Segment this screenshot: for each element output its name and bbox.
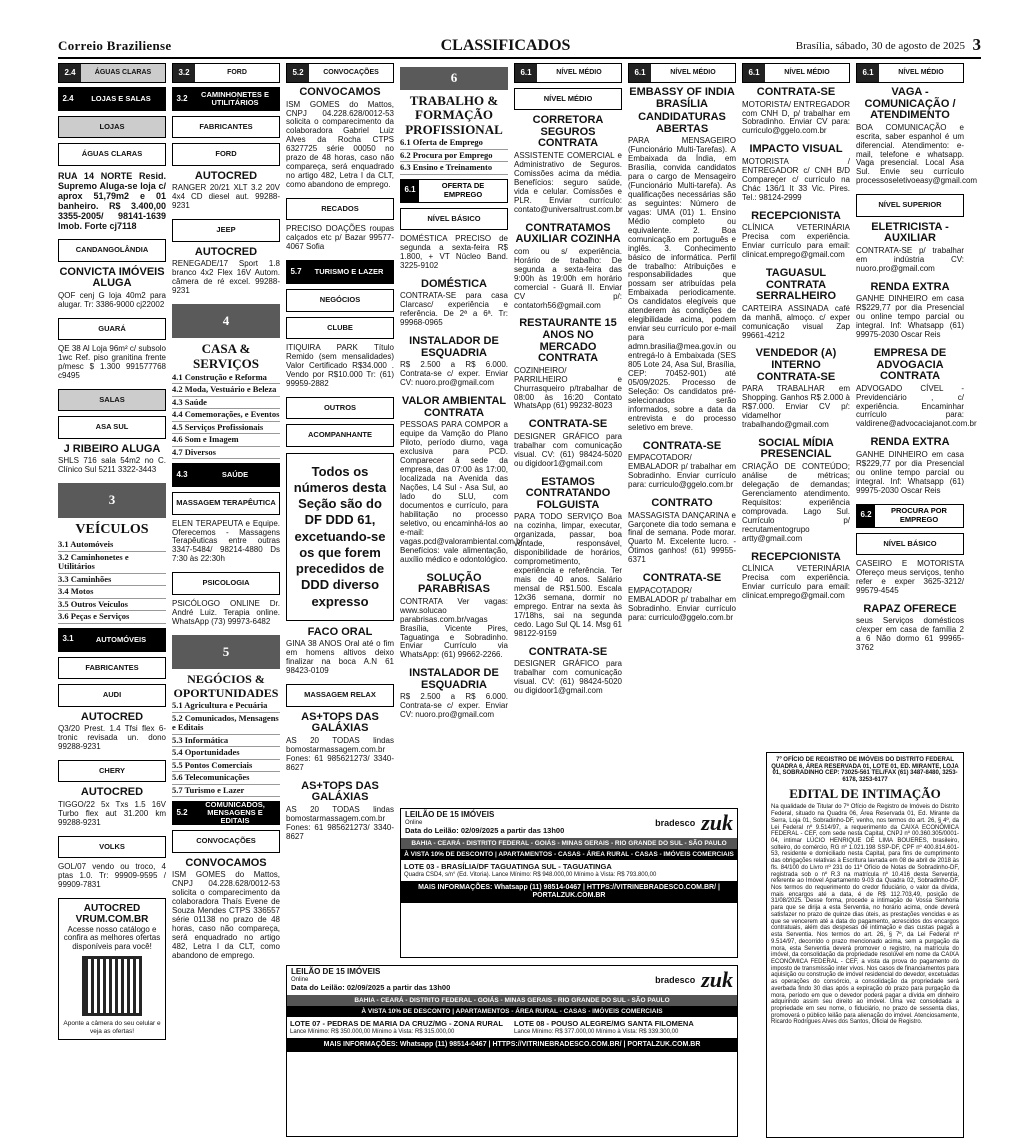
classified-ad: CONVICTA IMÓVEIS ALUGA QOF cenj G loja 40m2 para alugar. Tr: 3386-9000 cj22002: [58, 265, 166, 309]
auction-banner: LEILÃO DE 15 IMÓVEIS Online Data do Leilão: 02/09/2025 a partir das 13h00 bradesco zuk BAHIA - CEARÁ - DISTRITO FEDERAL - GOIÁS - MINAS GERAIS - RIO GRANDE DO SUL - SÃO PAULO À VISTA 10% DE DESCONTO | APARTAMENTOS - ÁREA RURAL - CASAS - IMÓVEIS COMERCIAIS LOTE 07 - PEDRAS DE MARIA DA CRUZ/MG - ZONA RURAL Lance Mínimo: R$ 350.000,00 Mínimo à Vista: R$ 315.000,00 LOTE 08 - POUSO ALEGRE/MG SANTA FILOMENA Lance Mínimo: R$ 377.000,00 Mínimo à Vista: R$ 339.300,00 MAIS INFORMAÇÕES: Whatsapp (11) 98514-0467 | HTTPS://VITRINEBRADESCO.COM.BR/ | PORTALZUK.COM.BR: [286, 965, 738, 1137]
category-label: SALAS: [58, 389, 166, 411]
classified-ad: CONVOCAMOS ISM GOMES do Mattos, CNPJ 04.228.628/0012-53 solicita o comparecimento da colaboradora Thaís Evene de Souza Mendes CTPS 336557 série 01138 no prazo de 48 horas, caso não compareça, será enquadrado no artigo 482, Letra I da CLT, como abandono de emprego.: [172, 856, 280, 960]
index-entry: 4.5 Serviços Profissionais: [172, 422, 280, 435]
section-bar: 6.2 PROCURA POR EMPREGO: [856, 504, 964, 528]
index-entry: 6.3 Ensino e Treinamento: [400, 162, 508, 175]
column-bar: 5.2 CONVOCAÇÕES: [286, 63, 394, 83]
auction-banner: LEILÃO DE 15 IMÓVEIS Online Data do Leilão: 02/09/2025 a partir das 13h00 bradesco zuk BAHIA - CEARÁ - DISTRITO FEDERAL - GOIÁS - MINAS GERAIS - RIO GRANDE DO SUL - SÃO PAULO À VISTA 10% DE DESCONTO | APARTAMENTOS - CASAS - ÁREA RURAL - CASAS - IMÓVEIS COMERCIAIS LOTE 03 - BRASÍLIA/DF TAGUATINGA SUL - TAGUATINGA Quadra CSD4, s/n° (Ed. Vitoria). Lance Mínimo: R$ 948.000,00 Mínimo à Vista: R$ 793.800,00 MAIS INFORMAÇÕES: Whatsapp (11) 98514-0467 | HTTPS://VITRINEBRADESCO.COM.BR/ | PORTALZUK.COM.BR: [400, 808, 738, 958]
section-bar: 3.2 CAMINHONETES E UTILITÁRIOS: [172, 87, 280, 111]
section-bar: 5.2 COMUNICADOS, MENSAGENS E EDITAIS: [172, 801, 280, 825]
classified-ad: CONVOCAMOS ISM GOMES do Mattos, CNPJ 04.228.628/0012-53 solicita o comparecimento da colaboradora Gabriel Luiz Alves da Rocha CTPS 6327725 série 00050 no prazo de 48 horas, caso não compareça, será enquadrado no artigo 482, Letra I da CLT, como abandono de emprego.: [286, 86, 394, 190]
classified-ad: AUTOCRED RENEGADE/17 Sport 1.8 branco 4x2 Flex 16V Autom. câmera de ré excel. 99288-9231: [172, 245, 280, 295]
index-entry: 5.2 Comunicados, Mensagens e Editais: [172, 713, 280, 735]
category-label: AUDI: [58, 684, 166, 706]
column-bar: 6.1 NÍVEL MÉDIO: [628, 63, 736, 83]
classified-ad: CONTRATA-SE DESIGNER GRÁFICO para trabalhar com comunicação visual. CV: (61) 98424-5020 ou digidoor1@gmail.com: [514, 645, 622, 696]
promo-box: AUTOCRED VRUM.COM.BR Acesse nosso catálogo e confira as melhores ofertas disponíveis para você! Aponte a câmera do seu celular e veja as ofertas!: [58, 898, 166, 1040]
legal-notice: [766, 752, 964, 1138]
ddd-notice: Todos os números desta Seção são do DF DDD 61, excetuando-se os que forem precedidos de DDD diverso expresso: [286, 453, 394, 621]
category-label: CONVOCAÇÕES: [172, 830, 280, 852]
classified-ad: AS+TOPS DAS GALÁXIAS AS 20 TODAS lindas bomostarmassagem.com.br Fones: 61 985621273/ 3340-8627: [286, 710, 394, 772]
classified-ad: ELEN TERAPEUTA e Equipe. Oferecemos - Massagens Terapêuticas entre outras 3347-5484/ 98214-4880 Ds 7:30 às 22:30h: [172, 518, 280, 564]
auction-lot[interactable]: LOTE 08 - POUSO ALEGRE/MG SANTA FILOMENA Lance Mínimo: R$ 377.000,00 Mínimo à Vista: R$ 339.300,00: [514, 1019, 694, 1035]
column-8: [856, 63, 978, 743]
category-label: FABRICANTES: [172, 116, 280, 138]
classified-ad: DOMÉSTICA CONTRATA-SE para casa Clarcasc/ experiência e referência. De 2ª a 6ª. Tr: 99968-0965: [400, 277, 508, 328]
section-index: [172, 700, 280, 797]
section-bar: 4.3 SAÚDE: [172, 463, 280, 487]
newspaper-name: Correio Braziliense: [58, 38, 172, 53]
category-label: NÍVEL SUPERIOR: [856, 194, 964, 216]
qr-code-icon[interactable]: [82, 956, 142, 1016]
category-label: NÍVEL BÁSICO: [856, 533, 964, 555]
classified-ad: EMPRESA DE ADVOGACIA CONTRATA ADVOGADO CÍVEL - Previdenciário , c/ experiência. Encaminhar currículo para: valdirene@advocaciajanot.com.br: [856, 346, 977, 429]
index-entry: 4.6 Som e Imagem: [172, 434, 280, 447]
index-entry: 3.1 Automóveis: [58, 539, 166, 552]
classified-ad: SOCIAL MÍDIA PRESENCIAL CRIAÇÃO DE CONTEÚDO; análise de métricas; delegação de demandas; Gerenciamento atendimento. Requisitos: experiência comprovada. Lago Sul. Currículo p/ recrutamentogrupo artty@gmail.com: [742, 436, 850, 543]
category-label: CANDANGOLÂNDIA: [58, 239, 166, 261]
section-bar: 2.4 LOJAS E SALAS: [58, 87, 166, 111]
section-title: NEGÓCIOS & OPORTUNIDADES: [173, 672, 279, 700]
classified-ad: DOMÉSTICA PRECISO de segunda a sexta-feira R$ 1.800, + VT Núcleo Band. 3225-9102: [400, 234, 508, 270]
classified-ad: CONTRATA-SE DESIGNER GRÁFICO para trabalhar com comunicação visual. CV: (61) 98424-5020 ou digidoor1@gmail.com: [514, 418, 622, 468]
section-bar: 6.1 OFERTA DE EMPREGO: [400, 179, 508, 203]
classified-ad: CONTRATA-SE MOTORISTA/ ENTREGADOR com CNH D, p/ trabalhar em Sobradinho. Enviar CV para: curriculo@ggelo.com.br: [742, 86, 850, 136]
classified-ad: TAGUASUL CONTRATA SERRALHEIRO CARTEIRA ASSINADA café da manhã, almoço. c/ exper comunicação visual Zap 99661-4212: [742, 267, 850, 340]
category-label: NEGÓCIOS: [286, 289, 394, 311]
category-label: NÍVEL MÉDIO: [514, 88, 622, 110]
classified-ad: ELETRICISTA - AUXILIAR CONTRATA-SE p/ trabalhar em indústria CV: nuoro.pro@gmail.com: [856, 220, 964, 273]
classified-ad: ESTAMOS CONTRATANDO FOLGUISTA PARA TODO SERVIÇO Boa na cozinha, limpar, executar, organizada, passar, boa vontade, responsável, disponibilidade de horários, comprometimento, experiência e referência. Ter mais de 40 anos. Salário mensal de R$1.500. Escala 12x36 semana, dormir no emprego. Entrar na sexta às 17/18hs, sai na segunda cedo. Lago Sul QL 14. Msg 61 98122-9159: [514, 475, 622, 638]
section-title: VEÍCULOS: [75, 521, 149, 537]
category-label: VOLKS: [58, 836, 166, 858]
index-entry: 5.3 Informática: [172, 735, 280, 748]
notice-body: Na qualidade de Titular do 7º Ofício de Registro de Imóveis do Distrito Federal, situado na Quadra 06, Área Reservada 01, Ed. Mirante da Serra, Loja 01, Sobradinho-DF, venho, nos termos do art. 26, § 4º, da Lei Federal nº 9.514/97, a requerimento da CAIXA ECONÔMICA FEDERAL - CEF, com sede nesta Capital, CNPJ nº 00.360.305/0001-04, intimar LÚCIO HENRIQUE DE LIMA BOUERES, brasileiro, solteiro, do comércio, RG nº 1.021.198 SSP-DF, CPF nº 400.814.601-53, residente e domiciliado nesta Capital, para fins de cumprimento das obrigações relativas à Escritura lavrada em 08 de abril de 2018 às fls. 84/100 do Livro nº 231 do 11º Ofício de Notas de Sobradinho-DF, registrada sob o nº R.3 na matrícula nº 10.416 desta Serventia, referente ao Imóvel Apartamento 9-03 da Quadra 02, Sobradinho-DF. Nos termos do requerimento do credor fiduciário, o valor da dívida, mais encargos até a data, é de R$ 112.703,49, posição de 31/08/2025. Desse forma, procede a intimação de Vossa Senhoria para que se dirija a esta Serventia, no horário acima, onde deverá satisfazer no prazo de quinze dias úteis, as prestações vencidas e as que se vencerem até a data do pagamento, acrescidos dos encargos contratuais, além das despesas de intimação e das custas pagas a esta Serventia. Nos termos do art. 26, § 7º, da Lei Federal nº 9.514/97, decorrido o prazo mencionado acima, sem a purgação da mora, esta Serventia deverá promover o registro, na matrícula do imóvel, da consolidação da propriedade resolúvel em nome da CAIXA ECONÔMICA FEDERAL - CEF, a vista da prova do pagamento do imposto de transmissão inter vivos. Nos casos de financiamentos para aquisição ou construção de imóvel residencial do devedor, excetuadas as operações do consórcio, a consolidação da propriedade será averbada findo 30 dias após a expiração do prazo para purgação da mora, período em que o devedor poderá pagar a dívida em dinheiro adquirindo assim seu direito ao imóvel. Uma vez consolidada a propriedade em seu nome, o fiduciário, no prazo de sessenta dias, promoverá o público leilão para alienação do imóvel. Atenciosamente, Ricardo Rodrigues Alves dos Santos, Oficial de Registro.: [771, 804, 959, 1026]
bradesco-logo: bradesco: [655, 975, 696, 986]
classified-ad: RESTAURANTE 15 ANOS NO MERCADO CONTRATA COZINHEIRO/ PARRILHEIRO e Churrasqueiro p/trabalhar de 08:00 às 16:20 Contato WhatsApp (61) 99232-8023: [514, 317, 622, 411]
more-info-bar[interactable]: MAIS INFORMAÇÕES: Whatsapp (11) 98514-0467 | HTTPS://VITRINEBRADESCO.COM.BR/ | PORTALZUK.COM.BR: [287, 1038, 737, 1052]
classified-ad: RENDA EXTRA GANHE DINHEIRO em casa R$229,77 por dia Presencial ou online tempo parcial ou integral. Inf: Whatsapp (61) 99975-2030 Oscar Reis: [856, 436, 964, 495]
column-4: [400, 63, 524, 803]
section-heading: 5: [172, 635, 280, 670]
index-entry: 5.7 Turismo e Lazer: [172, 785, 280, 798]
classified-ad: RUA 14 NORTE Resid. Supremo Aluga-se loja c/ aprox 51,79m2 e 01 banheiro. R$ 3.400,00 3355-2005/ 98141-1639 Imob. Forte cj7118: [58, 170, 166, 232]
classified-ad: AUTOCRED TIGGO/22 5x Txs 1.5 16V Turbo flex aut 31.200 km 99288-9231: [58, 786, 166, 827]
zuk-logo: zuk: [701, 810, 733, 835]
index-entry: 5.4 Oportunidades: [172, 747, 280, 760]
section-index: [58, 539, 166, 624]
column-bar: 6.1 NÍVEL MÉDIO: [514, 63, 622, 83]
classified-ad: IMPACTO VISUAL MOTORISTA / ENTREGADOR c/ CNH B/D Compareçer c/ currículo na Chác 136/1 lt 33 Vic. Pires. Tel.: 98124-2999: [742, 143, 850, 202]
column-5: [514, 63, 622, 803]
index-entry: 4.2 Moda, Vestuário e Beleza: [172, 384, 280, 397]
header-rule: [58, 57, 981, 59]
page-date: Brasília, sábado, 30 de agosto de 2025: [795, 40, 965, 52]
notary-header: 7º OFÍCIO DE REGISTRO DE IMÓVEIS DO DISTRITO FEDERAL QUADRA 6, ÁREA RESERVADA 01, LOTE 01, ED. MIRANTE, LOJA 01, SOBRADINHO CEP: 73025-561 TEL/FAX (61) 3487-8480, 3253-6178, 3253-6177: [771, 757, 959, 784]
index-entry: 5.5 Pontos Comerciais: [172, 760, 280, 773]
notice-title: EDITAL DE INTIMAÇÃO: [789, 785, 941, 801]
classified-ad: SOLUÇÃO PARABRISAS CONTRATA Ver vagas: www.solucao parabrisas.com.br/vagas Brasília, Vicente Pires, Taguatinga e Sobradinho. Enviar Currículo via WhatsApp: (61) 99662-2266.: [400, 571, 508, 660]
classified-ad: RECEPCIONISTA CLÍNICA VETERINÁRIA Precisa com experiência. Enviar currículo para email: clinicat.emprego@gmail.com: [742, 550, 850, 600]
category-label: OUTROS: [286, 397, 394, 419]
classified-ad: INSTALADOR DE ESQUADRIA R$ 2.500 a R$ 6.000. Contrata-se c/ exper. Enviar CV: nuoro.pro@gmail.com: [400, 667, 508, 720]
classified-ad: EMBASSY OF INDIA BRASÍLIA CANDIDATURAS ABERTAS PARA MENSAGEIRO (Funcionário Multi-Tarefas). A Embaixada da Índia, em Brasília, convida candidatos para o cargo de Mensageiro (Funcionário Multi-tarefa). As qualificações necessárias são as seguintes: Número de vagas: UMA (01) 1. Ensino Médio completo ou equivalente. 2. Boa comunicação em português e inglês. 3. Conhecimento básico de informática. Perfil de trabalho: Atribuições e responsabilidades que possam ser atribuídas pela Embaixada periodicamente. Os candidatos elegíveis que atenderem às condições de elegibilidade acima, podem enviar seu currículo por e-mail para admn.brasilia@mea.gov.in ou entregá-lo à Embaixada (SES 805 Lote 24, Asa Sul, Brasília, CEP: 70452-901) até 05/09/2025. Processo de Seleção: Os candidatos pré-selecionados serão informados, sobre a data da entrevista e do processo seletivo em breve.: [628, 86, 736, 432]
classified-ad: RENDA EXTRA GANHE DINHEIRO em casa R$229,77 por dia Presencial ou online tempo parcial ou integral. Inf: Whatsapp (61) 99975-2030 Oscar Reis: [856, 280, 964, 340]
index-entry: 3.4 Motos: [58, 586, 166, 599]
classified-ad: PRECISO DOAÇÕES roupas calçados etc p/ Bazar 99577-4067 Sofia: [286, 224, 394, 252]
classified-ad: CONTRATO MASSAGISTA DANÇARINA e Garçonete dia todo semana e final de semana. Pode morar. Quarto M. Excelente lucro. - Ótimos ganhos! (61) 99955-6371: [628, 497, 736, 565]
category-label: CHERY: [58, 760, 166, 782]
classified-ad: VENDEDOR (A) INTERNO CONTRATA-SE PARA TRABALHAR em Shopping. Ganhos R$ 2.000 à R$7.000. Enviar CV p/: vidamelhor trabalhando@gmail.com: [742, 347, 850, 429]
category-label: ASA SUL: [58, 416, 166, 438]
section-heading: 6: [400, 67, 508, 90]
classified-ad: AUTOCRED RANGER 20/21 XLT 3.2 20V 4x4 CD diesel aut. 99288-9231: [172, 169, 280, 211]
category-label: GUARÁ: [58, 318, 166, 340]
category-label: LOJAS: [58, 116, 166, 138]
classified-ad: ITIQUIRA PARK Título Remido (sem mensalidades) Valor Certificado R$34.000 . Vendo por R$10.000 Tr: (61) 99959-2882: [286, 343, 394, 388]
index-entry: 4.1 Construção e Reforma: [172, 372, 280, 385]
classified-ad: CONTRATAMOS AUXILIAR COZINHA com ou s/ experiência. Horário de trabalho: De segunda a sexta-feira das 9:00h às 19:00h em horário comercial - Guará II. Enviar CV p/: contatorh56@gmail.com: [514, 221, 622, 310]
zuk-logo: zuk: [701, 967, 733, 992]
column-3: [286, 63, 394, 841]
index-entry: 3.2 Caminhonetes e Utilitários: [58, 552, 166, 574]
index-entry: 4.7 Diversos: [172, 447, 280, 460]
section-title: CLASSIFICADOS: [440, 37, 571, 54]
index-entry: 4.4 Comemorações, e Eventos: [172, 409, 280, 422]
category-label: MASSAGEM TERAPÊUTICA: [172, 492, 280, 514]
auction-lot[interactable]: LOTE 03 - BRASÍLIA/DF TAGUATINGA SUL - TAGUATINGA Quadra CSD4, s/n° (Ed. Vitoria). Lance Mínimo: R$ 948.000,00 Mínimo à Vista: R$ 793.800,00: [404, 862, 657, 878]
index-entry: 5.1 Agricultura e Pecuária: [172, 700, 280, 713]
category-label: RECADOS: [286, 198, 394, 220]
section-bar: 3.1 AUTOMÓVEIS: [58, 628, 166, 652]
category-label: JEEP: [172, 219, 280, 241]
category-label: MASSAGEM RELAX: [286, 684, 394, 706]
section-heading: 3: [58, 483, 166, 518]
more-info-bar[interactable]: MAIS INFORMAÇÕES: Whatsapp (11) 98514-0467 | HTTPS://VITRINEBRADESCO.COM.BR/ | PORTALZUK.COM.BR: [401, 881, 737, 903]
index-entry: 4.3 Saúde: [172, 397, 280, 410]
column-bar: 6.1 NÍVEL MÉDIO: [856, 63, 964, 83]
classified-ad: QE 38 Al Loja 96m² c/ subsolo 1wc Ref. piso granitina frente p/mesc $ 1.300 991577768 c9495: [58, 344, 166, 380]
classified-ad: VAGA - COMUNICAÇÃO / ATENDIMENTO BOA COMUNICAÇÃO e escrita, saber espanhol é um diferencial. Atendimento: e-mail, telefone e whatsapp. Vaga presencial. Local Asa Sul. Envie seu currículo processoseletivoeasy@gmail.com: [856, 86, 978, 186]
classified-ad: AS+TOPS DAS GALÁXIAS AS 20 TODAS lindas bomostarmassagem.com.br Fones: 61 985621273/ 3340-8627: [286, 779, 394, 841]
category-label: PSICOLOGIA: [172, 572, 280, 594]
classified-ad: RAPAZ OFERECE seus Serviços domésticos c/exper em casa de família 2 a 6 Não dormo 61 99965-3762: [856, 602, 964, 653]
category-label: FABRICANTES: [58, 657, 166, 679]
classified-ad: CORRETORA SEGUROS CONTRATA ASSISTENTE COMERCIAL e Administrativo de Seguros. Comissões acima da média. Benefícios: seguro saúde, vida e celular. Comissões e PLR. Enviar currículo: contato@universaltrust.com.br: [514, 114, 623, 214]
classified-ad: VALOR AMBIENTAL CONTRATA PESSOAS PARA COMPOR a equipe da Vamção do Plano Piloto, período diurno, vaga exclusiva para PCD. Comparecer à sede da empresa, das 07:00 às 17:00, localizada na Avenida das Nações, L4 Sul - Asa Sul, ao lado do SLU, com documentos e currículo, para habilitação no processo seletivo, ou encaminhá-los ao e-mail: vagas.pcd@valorambiental.com.br Benefícios: vale alimentação, auxílio médico e odontológico.: [400, 395, 524, 564]
index-entry: 3.5 Outros Veículos: [58, 599, 166, 612]
classified-ad: AUTOCRED Q3/20 Prest. 1.4 Tfsi flex 6-tronic revisada un. dono 99288-9231: [58, 710, 166, 752]
index-entry: 6.1 Oferta de Emprego: [400, 137, 508, 150]
auction-lot[interactable]: LOTE 07 - PEDRAS DE MARIA DA CRUZ/MG - ZONA RURAL Lance Mínimo: R$ 350.000,00 Mínimo à Vista: R$ 315.000,00: [290, 1019, 503, 1035]
category-label: ÁGUAS CLARAS: [58, 143, 166, 165]
column-bar: 2.4 ÁGUAS CLARAS: [58, 63, 166, 83]
section-bar: 5.7 TURISMO E LAZER: [286, 260, 394, 284]
column-7: [742, 63, 850, 743]
section-heading: 4: [172, 304, 280, 339]
page-number: 3: [972, 35, 981, 54]
section-title: TRABALHO & FORMAÇÃO PROFISSIONAL: [405, 92, 503, 137]
category-label: CLUBE: [286, 317, 394, 339]
category-label: NÍVEL BÁSICO: [400, 208, 508, 230]
classified-ad: CONTRATA-SE EMPACOTADOR/ EMBALADOR p/ trabalhar em Sobradinho. Enviar currículo para: curriculo@ggelo.com.br: [628, 439, 736, 490]
index-entry: 6.2 Procura por Emprego: [400, 150, 508, 163]
column-6: [628, 63, 736, 803]
classified-ad: GOL/07 vendo ou troco, 4 ptas 1.0. Tr: 99909-9595 / 99909-7831: [58, 862, 166, 890]
classified-ad: J RIBEIRO ALUGA SHLS 716 sala 54m2 no C. Clínico Sul 5211 3322-3443: [58, 442, 166, 475]
section-index: [400, 137, 508, 175]
section-title: CASA & SERVIÇOS: [192, 341, 259, 372]
classified-ad: RECEPCIONISTA CLÍNICA VETERINÁRIA Precisa com experiência. Enviar currículo para email: clinicat.emprego@gmail.com: [742, 209, 850, 260]
classified-ad: FACO ORAL GINA 38 ANOS Oral até o fim em homens altivos deixo finalizar na boca A.N 61 98423-0109: [286, 625, 394, 676]
index-entry: 5.6 Telecomunicações: [172, 772, 280, 785]
classified-ad: CASEIRO E MOTORISTA Ofereço meus serviços, tenho refer e exper 3625-3212/ 99579-4545: [856, 559, 964, 595]
index-entry: 3.3 Caminhões: [58, 574, 166, 587]
column-bar: 6.1 NÍVEL MÉDIO: [742, 63, 850, 83]
classified-ad: CONTRATA-SE EMPACOTADOR/ EMBALADOR p/ trabalhar em Sobradinho. Enviar currículo para: curriculo@ggelo.com.br: [628, 572, 736, 622]
index-entry: 3.6 Peças e Serviços: [58, 611, 166, 624]
page-header: [0, 0, 1011, 58]
section-index: [172, 372, 280, 460]
category-label: FORD: [172, 143, 280, 165]
classified-ad: PSICÓLOGO ONLINE Dr. André Luiz. Terapia online. WhatsApp (73) 99973-6482: [172, 598, 280, 626]
classified-ad: INSTALADOR DE ESQUADRIA R$ 2.500 a R$ 6.000. Contrata-se c/ exper. Enviar CV: nuoro.pro@gmail.com: [400, 335, 508, 388]
column-1: [58, 63, 166, 1143]
category-label: ACOMPANHANTE: [286, 424, 394, 446]
bradesco-logo: bradesco: [655, 818, 696, 829]
column-2: [172, 63, 280, 1143]
column-bar: 3.2 FORD: [172, 63, 280, 83]
